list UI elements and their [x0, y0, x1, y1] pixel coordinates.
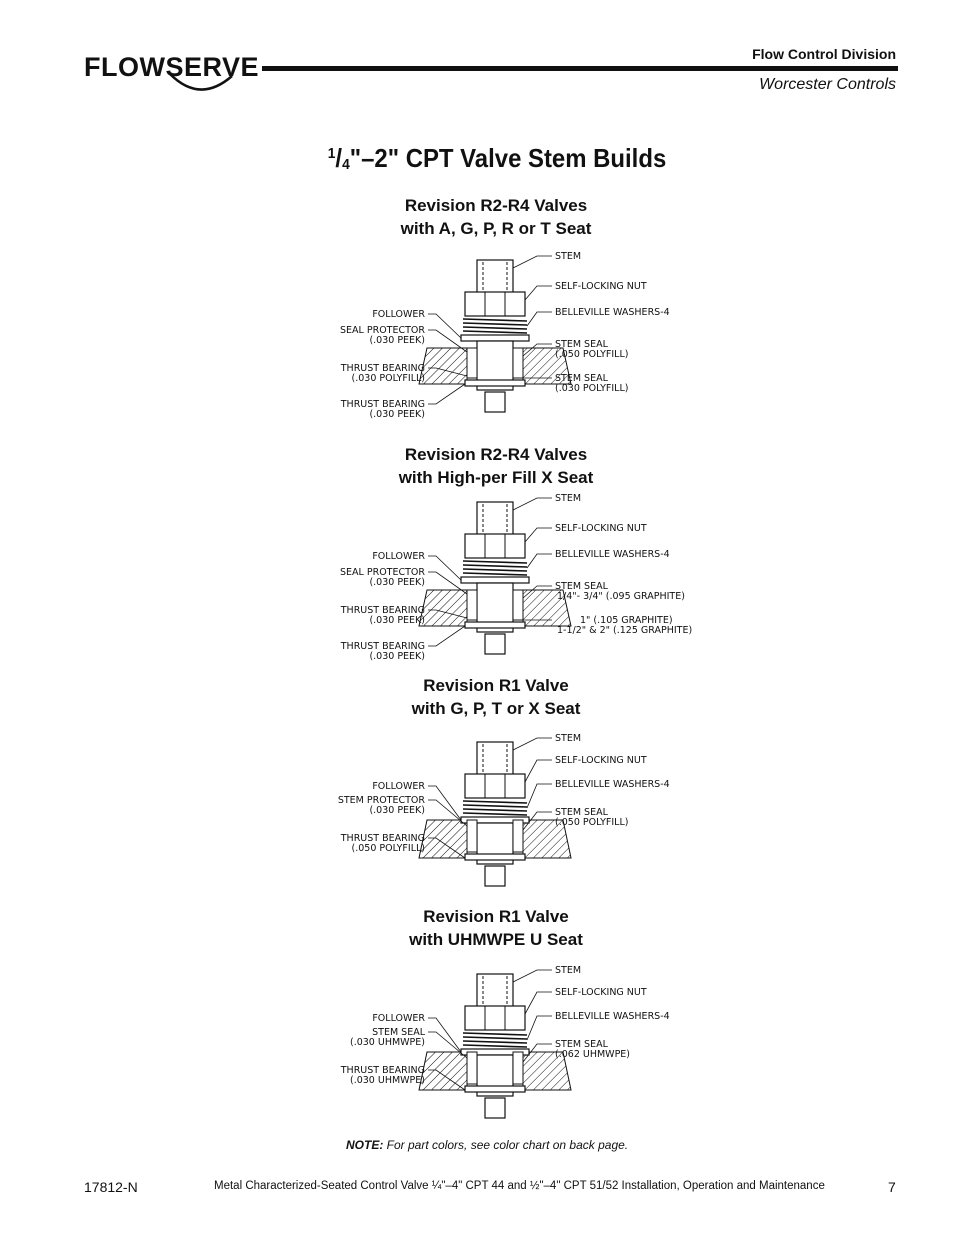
- label-right: STEM SEAL: [555, 1039, 608, 1050]
- label-right: (.030 POLYFILL): [555, 383, 629, 394]
- section-title-1: Revision R2-R4 Valves with A, G, P, R or T Seat: [400, 196, 592, 238]
- label-left: FOLLOWER: [372, 1013, 425, 1024]
- label-right: 1" (.105 GRAPHITE): [580, 615, 673, 626]
- label-right: (.050 POLYFILL): [555, 817, 629, 828]
- label-left: THRUST BEARING: [340, 1065, 425, 1076]
- leader-line: [513, 970, 552, 982]
- leader-line: [428, 384, 465, 404]
- label-left: (.030 PEEK): [369, 615, 425, 626]
- label-right: (.050 POLYFILL): [555, 349, 629, 360]
- leader-line: [428, 1018, 461, 1052]
- label-right: STEM: [555, 965, 582, 976]
- header-division: Flow Control Division: [752, 46, 896, 62]
- label-left: (.030 PEEK): [369, 651, 425, 662]
- label-left: SEAL PROTECTOR: [340, 325, 425, 336]
- leader-line: [525, 286, 552, 300]
- section-title-2: Revision R2-R4 Valves with High-per Fill X Seat: [398, 445, 594, 487]
- label-left: (.030 POLYFILL): [351, 373, 425, 384]
- belleville-washer: [463, 573, 527, 575]
- label-right: (.062 UHMWPE): [555, 1049, 631, 1060]
- thrust-bearing: [465, 854, 525, 860]
- header-subdivision: Worcester Controls: [759, 76, 896, 93]
- leader-line: [527, 784, 552, 808]
- leader-line: [525, 760, 552, 782]
- leader-line: [513, 738, 552, 750]
- belleville-washer: [463, 805, 527, 807]
- belleville-washer: [463, 813, 527, 815]
- belleville-washer: [463, 319, 527, 321]
- self-locking-nut: [465, 534, 525, 558]
- belleville-washer: [463, 1045, 527, 1047]
- logo-swoosh-icon: [168, 70, 238, 100]
- label-left: (.030 PEEK): [369, 805, 425, 816]
- follower: [461, 577, 529, 583]
- stem-seal: [467, 1052, 477, 1084]
- label-left: THRUST BEARING: [340, 605, 425, 616]
- leader-line: [527, 312, 552, 326]
- label-left: THRUST BEARING: [340, 833, 425, 844]
- stem-lower: [485, 392, 505, 412]
- leader-line: [513, 498, 552, 510]
- belleville-washer: [463, 565, 527, 567]
- label-left: FOLLOWER: [372, 551, 425, 562]
- thrust-bearing: [465, 1086, 525, 1092]
- stem-seal: [513, 1052, 523, 1084]
- thrust-bearing: [465, 622, 525, 628]
- label-right: STEM SEAL: [555, 807, 608, 818]
- footer-description: Metal Characterized-Seated Control Valve ¼"–4" CPT 44 and ½"–4" CPT 51/52 Installation, Operation and Maintenance: [214, 1180, 825, 1192]
- label-left: (.050 POLYFILL): [351, 843, 425, 854]
- label-right: 1/4"- 3/4" (.095 GRAPHITE): [557, 591, 685, 602]
- valve-body-left: [419, 348, 467, 384]
- stem-build-diagram-3: [330, 730, 730, 890]
- belleville-washer: [463, 327, 527, 329]
- belleville-washer: [463, 323, 527, 325]
- belleville-washer: [463, 1041, 527, 1043]
- label-left: THRUST BEARING: [340, 399, 425, 410]
- leader-line: [527, 1016, 552, 1040]
- stem-lower: [485, 866, 505, 886]
- label-left: THRUST BEARING: [340, 363, 425, 374]
- stem-seal: [467, 590, 477, 620]
- leader-line: [527, 554, 552, 568]
- label-right: STEM SEAL: [555, 373, 608, 384]
- belleville-washer: [463, 331, 527, 333]
- label-right: SELF-LOCKING NUT: [555, 987, 647, 998]
- stem-seal: [513, 348, 523, 378]
- label-right: STEM SEAL: [555, 581, 608, 592]
- doc-number: 17812-N: [84, 1179, 138, 1195]
- label-left: FOLLOWER: [372, 781, 425, 792]
- label-right: BELLEVILLE WASHERS-4: [555, 307, 670, 318]
- label-right: SELF-LOCKING NUT: [555, 523, 647, 534]
- label-right: BELLEVILLE WASHERS-4: [555, 779, 670, 790]
- label-left: STEM SEAL: [372, 1027, 425, 1038]
- label-right: BELLEVILLE WASHERS-4: [555, 549, 670, 560]
- stem-seal: [513, 590, 523, 620]
- label-right: STEM: [555, 733, 582, 744]
- self-locking-nut: [465, 292, 525, 316]
- leader-line: [428, 626, 465, 646]
- stem-lower: [485, 1098, 505, 1118]
- label-left: STEM PROTECTOR: [337, 795, 425, 806]
- self-locking-nut: [465, 1006, 525, 1030]
- stem-build-diagram-4: [330, 962, 730, 1122]
- valve-body-left: [419, 820, 467, 858]
- belleville-washer: [463, 569, 527, 571]
- stem-seal: [513, 820, 523, 852]
- label-left: (.030 UHMWPE): [349, 1037, 425, 1048]
- belleville-washer: [463, 1033, 527, 1035]
- valve-body-left: [419, 590, 467, 626]
- belleville-washer: [463, 801, 527, 803]
- belleville-washer: [463, 561, 527, 563]
- leader-line: [428, 556, 461, 580]
- leader-line: [428, 786, 461, 820]
- label-left: (.030 PEEK): [369, 577, 425, 588]
- label-right: SELF-LOCKING NUT: [555, 755, 647, 766]
- label-right: STEM SEAL: [555, 339, 608, 350]
- flowserve-logo: FLOWSERVE: [84, 52, 260, 82]
- stem-build-diagram-2: [330, 490, 730, 665]
- belleville-washer: [463, 809, 527, 811]
- label-left: SEAL PROTECTOR: [340, 567, 425, 578]
- label-right: BELLEVILLE WASHERS-4: [555, 1011, 670, 1022]
- stem-seal: [467, 820, 477, 852]
- label-right: STEM: [555, 251, 582, 262]
- label-right: SELF-LOCKING NUT: [555, 281, 647, 292]
- follower: [461, 335, 529, 341]
- label-left: (.030 PEEK): [369, 335, 425, 346]
- label-left: (.030 PEEK): [369, 409, 425, 420]
- label-left: THRUST BEARING: [340, 641, 425, 652]
- section-title-4: Revision R1 Valve with UHMWPE U Seat: [409, 907, 583, 949]
- belleville-washer: [463, 1037, 527, 1039]
- header-rule: [262, 66, 898, 71]
- page-number: 7: [888, 1179, 896, 1195]
- label-right: STEM: [555, 493, 582, 504]
- leader-line: [525, 528, 552, 542]
- label-right: 1-1/2" & 2" (.125 GRAPHITE): [557, 625, 693, 636]
- leader-line: [525, 992, 552, 1014]
- note: NOTE: For part colors, see color chart on back page.: [346, 1138, 629, 1152]
- stem-seal: [467, 348, 477, 378]
- page-title: $^1/_4"-2$" CPT Valve Stem Builds: [327, 143, 667, 173]
- thrust-bearing: [465, 380, 525, 386]
- section-title-3: Revision R1 Valve with G, P, T or X Seat: [411, 676, 581, 718]
- self-locking-nut: [465, 774, 525, 798]
- leader-line: [428, 314, 461, 338]
- leader-line: [513, 256, 552, 268]
- stem-lower: [485, 634, 505, 654]
- label-left: (.030 UHMWPE): [349, 1075, 425, 1086]
- stem-build-diagram-1: [330, 248, 730, 423]
- valve-body-left: [419, 1052, 467, 1090]
- label-left: FOLLOWER: [372, 309, 425, 320]
